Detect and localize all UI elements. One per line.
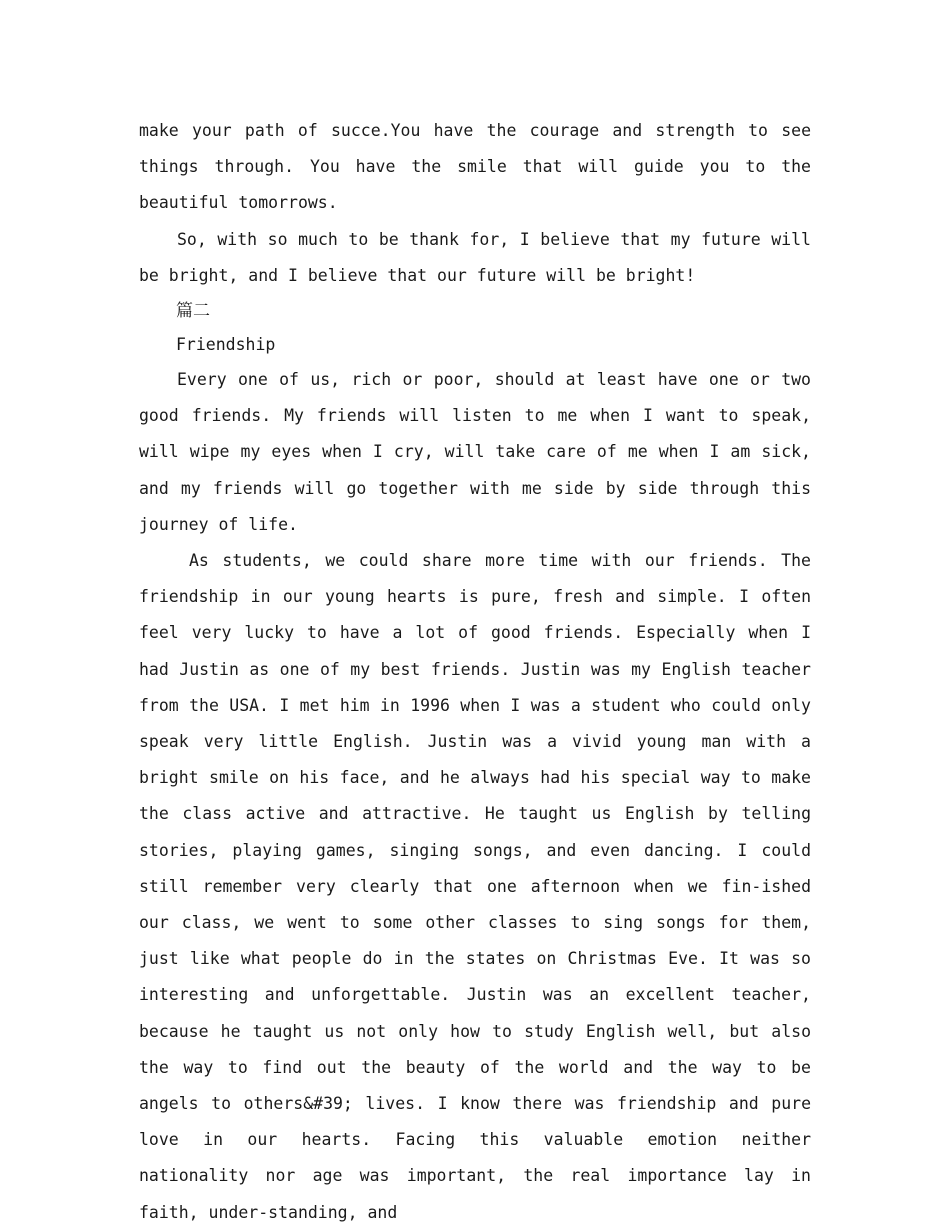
essay-title: Friendship [176, 335, 276, 355]
paragraph-continuation: make your path of succe.You have the courage and strength to see things through. You have the smile that will guide you to the beautiful tomorrows. [139, 121, 811, 213]
paragraph-friends-intro: Every one of us, rich or poor, should at least have one or two good friends. My friends will listen to me when I want to speak, will wipe my eyes when I cry, will take care of me when I am sick, and my friends will go together with me side by side through this journey of life. [139, 370, 811, 534]
paragraph-conclusion: So, with so much to be thank for, I believe that my future will be bright, and I believe that our future will be bright! [139, 229, 811, 285]
paragraph-justin-story: As students, we could share more time with our friends. The friendship in our young hearts is pure, fresh and simple. I often feel very lucky to have a lot of good friends. Especially when I had Justin as one of my best friends. Justin was my English teacher from the USA. I met him in 1996 when I was a student who could only speak very little English. Justin was a vivid young man with a bright smile on his face, and he always had his special way to make the class active and attractive. He taught us English by telling stories, playing games, singing songs, and even dancing. I could still remember very clearly that one afternoon when we fin-ished our class, we went to some other classes to sing songs for them, just like what people do in the states on Christmas Eve. It was so interesting and unforgettable. Justin was an excellent teacher, because he taught us not only how to study English well, but also the way to find out the beauty of the world and the way to be angels to others&#39; lives. I know there was friendship and pure love in our hearts. Facing this valuable emotion neither nationality nor age was important, the real importance lay in faith, under-standing, and [139, 551, 811, 1222]
section-label: 篇二 [176, 301, 210, 322]
document-body [139, 113, 811, 1231]
